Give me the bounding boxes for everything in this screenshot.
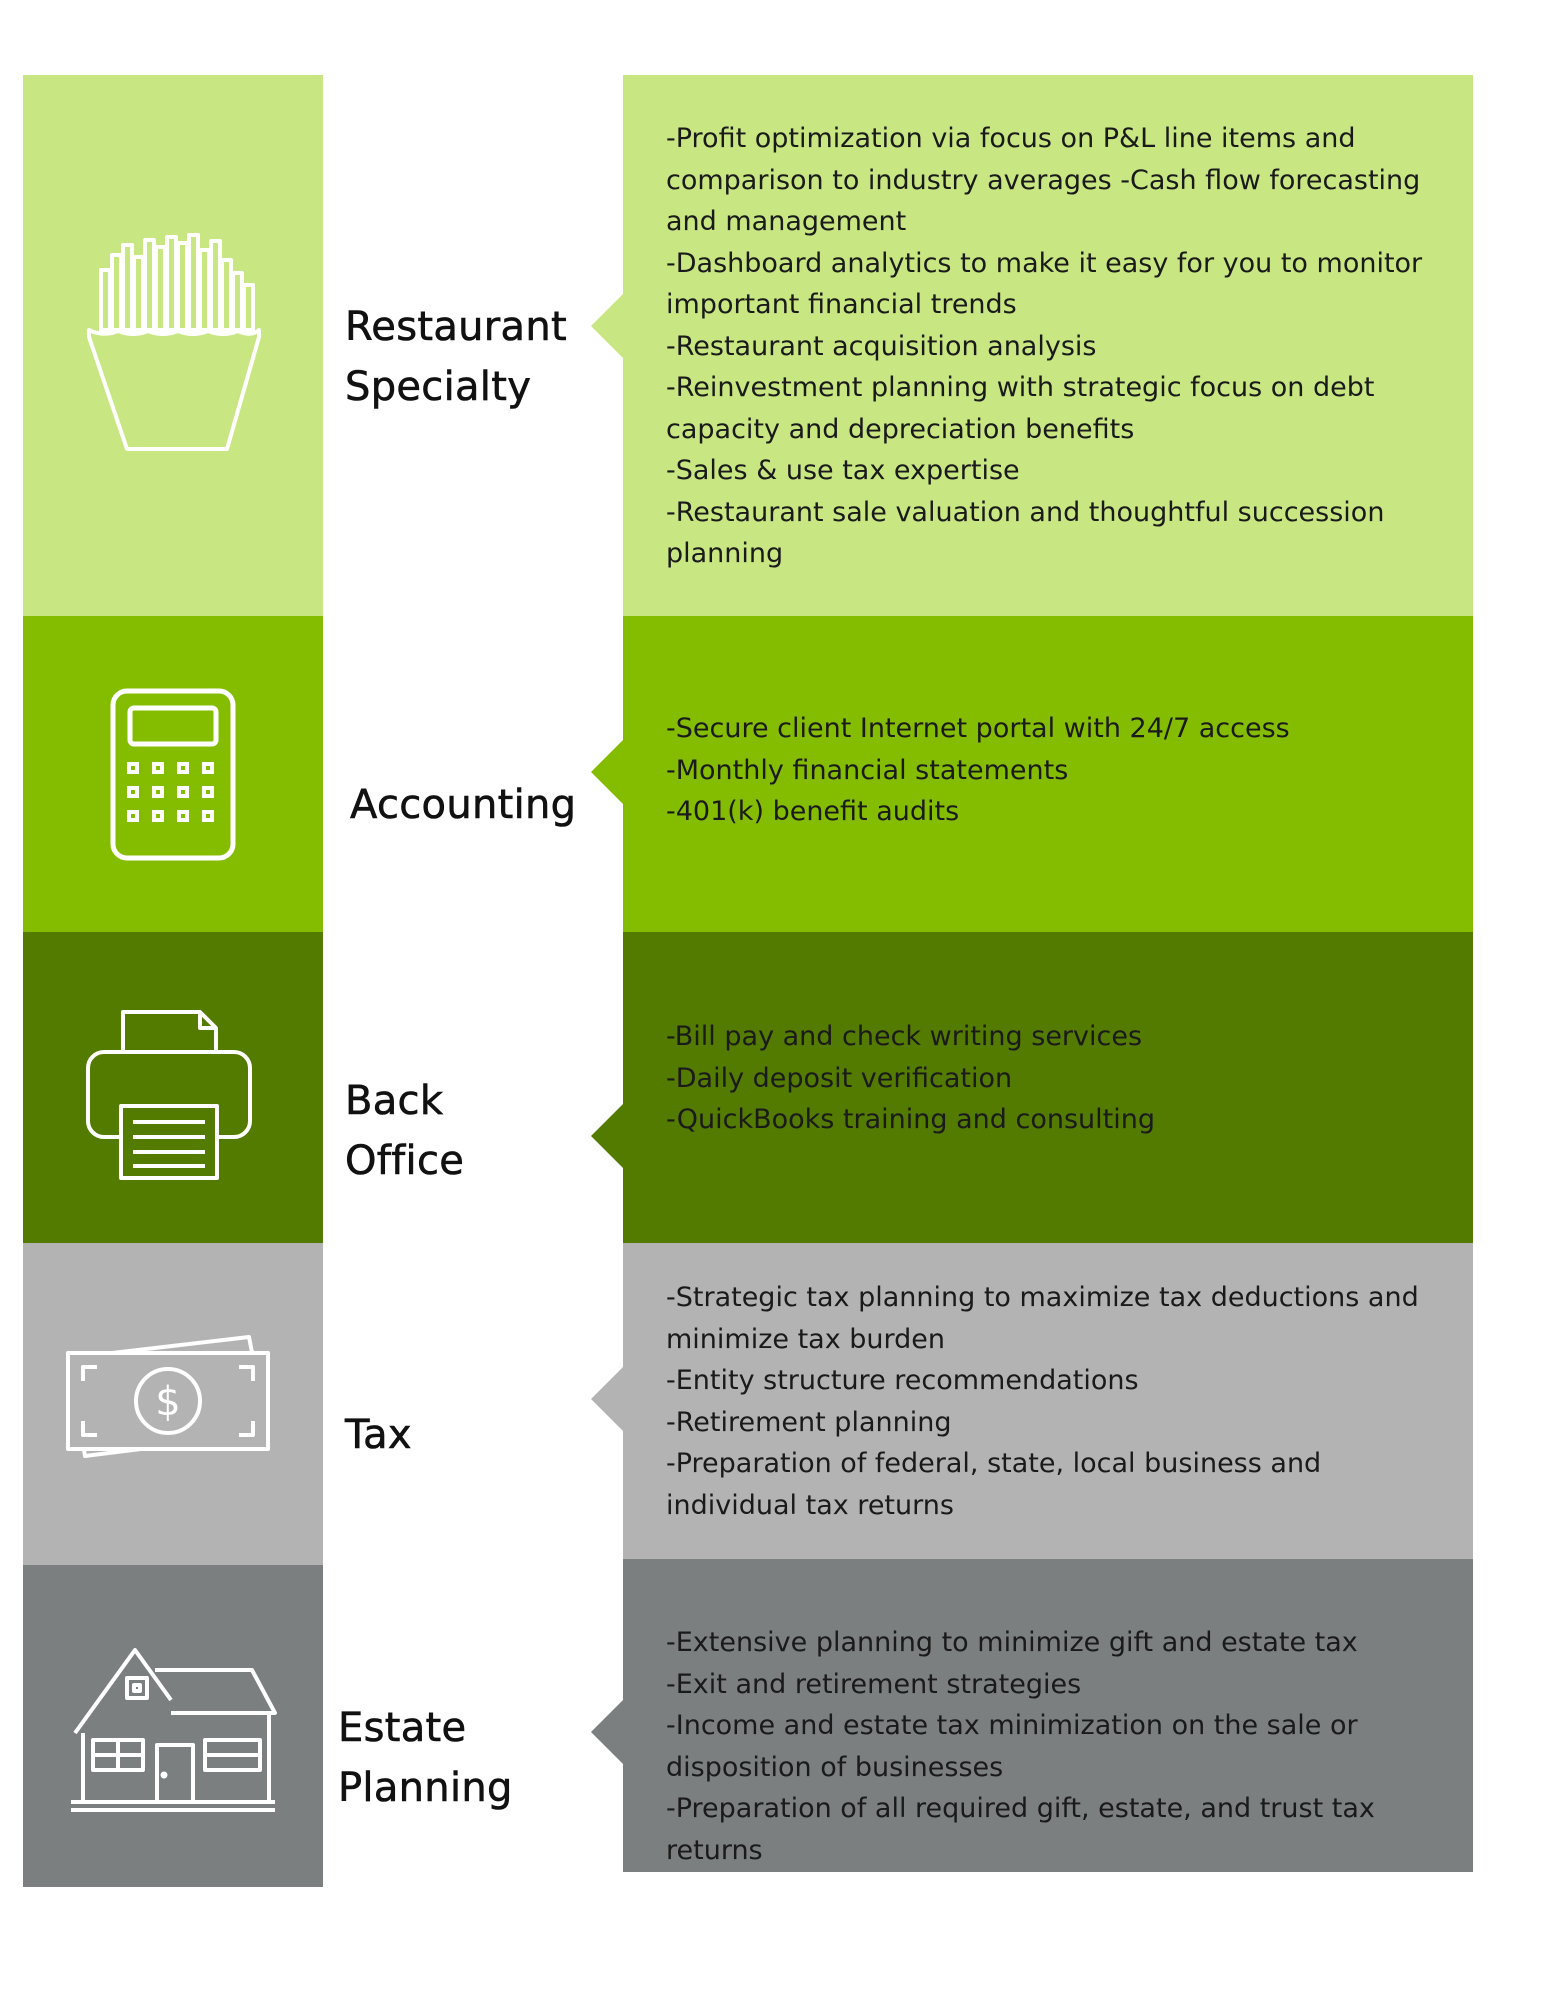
title-estate-planning: Estate Planning — [338, 1705, 513, 1812]
list-item: -Reinvestment planning with strategic focus on debt capacity and depreciation benefits — [666, 372, 1375, 445]
calculator-icon — [23, 616, 323, 932]
accounting-items — [666, 708, 1433, 833]
list-item: -Entity structure recommendations — [666, 1365, 1139, 1396]
list-item: -401(k) benefit audits — [666, 796, 960, 827]
dollar-bills-icon — [23, 1243, 323, 1565]
estate-items — [666, 1622, 1433, 1871]
restaurant-items — [666, 118, 1433, 575]
list-item: -Strategic tax planning to maximize tax deductions and minimize tax burden — [666, 1282, 1419, 1355]
list-item: -Secure client Internet portal with 24/7 access — [666, 713, 1290, 744]
list-item: -Sales & use tax expertise — [666, 455, 1020, 486]
back-office-items — [666, 1016, 1433, 1141]
tax-items — [666, 1277, 1433, 1526]
list-item: -Preparation of federal, state, local business and individual tax returns — [666, 1448, 1322, 1521]
house-icon — [23, 1565, 323, 1887]
title-restaurant-specialty: Restaurant Specialty — [345, 304, 567, 411]
pointer-arrow — [591, 740, 623, 804]
desc-block-estate — [623, 1559, 1473, 1872]
desc-block-tax — [623, 1243, 1473, 1559]
icon-block-tax — [23, 1243, 323, 1565]
desc-block-back-office — [623, 932, 1473, 1243]
list-item: -Restaurant sale valuation and thoughtful succession planning — [666, 496, 1385, 569]
desc-block-restaurant — [623, 75, 1473, 616]
list-item: -Income and estate tax minimization on the sale or disposition of businesses — [666, 1710, 1358, 1783]
list-item: -Daily deposit verification — [666, 1062, 1013, 1094]
pointer-arrow — [591, 294, 623, 358]
list-item: -Monthly financial statements — [666, 754, 1069, 786]
pointer-arrow — [591, 1104, 623, 1168]
fries-icon — [23, 75, 323, 616]
svg-text:$: $ — [155, 1379, 181, 1425]
pointer-arrow — [591, 1367, 623, 1431]
list-item: -Preparation of all required gift, estate, and trust tax returns — [666, 1793, 1375, 1866]
list-item: -Bill pay and check writing services — [666, 1021, 1143, 1052]
list-item: -Retirement planning — [666, 1406, 952, 1438]
title-accounting: Accounting — [350, 782, 577, 829]
list-item: -Extensive planning to minimize gift and estate tax — [666, 1627, 1358, 1658]
icon-block-accounting — [23, 616, 323, 932]
list-item: -Exit and retirement strategies — [666, 1668, 1082, 1700]
list-item: -Dashboard analytics to make it easy for you to monitor important financial trends — [666, 247, 1423, 320]
title-tax: Tax — [345, 1412, 412, 1459]
icon-block-restaurant — [23, 75, 323, 616]
desc-block-accounting — [623, 616, 1473, 932]
title-back-office: Back Office — [345, 1078, 465, 1185]
icon-block-back-office — [23, 932, 323, 1243]
printer-icon — [23, 932, 323, 1243]
list-item: -Profit optimization via focus on P&L line items and comparison to industry averages -Cash flow forecasting and management — [666, 123, 1421, 237]
icon-block-estate — [23, 1565, 323, 1887]
list-item: -Restaurant acquisition analysis — [666, 330, 1097, 362]
list-item: -QuickBooks training and consulting — [666, 1104, 1155, 1135]
pointer-arrow — [591, 1700, 623, 1764]
